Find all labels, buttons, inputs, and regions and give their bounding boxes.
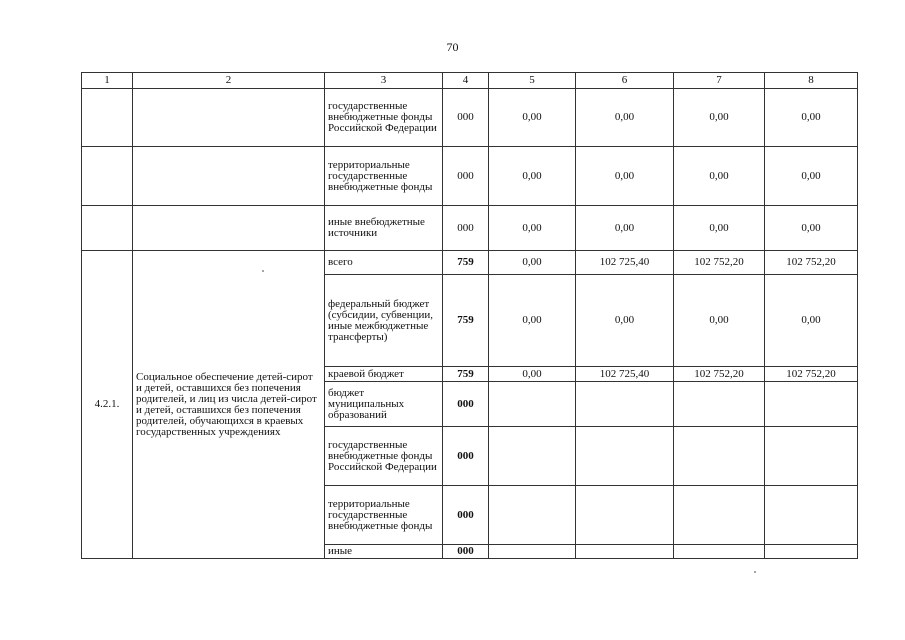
value-cell [674,382,765,427]
code-cell: 759 [443,275,489,367]
col-header-6: 6 [576,73,674,89]
scan-speck [754,571,756,573]
value-cell [489,427,576,486]
value-cell [765,427,858,486]
funding-source-cell: краевой бюджет [325,367,443,382]
value-cell: 102 725,40 [576,251,674,275]
value-cell [674,427,765,486]
budget-table [81,72,858,559]
value-cell: 0,00 [489,206,576,251]
funding-source-cell: территориальные государственные внебюджетные фонды [325,486,443,545]
code-cell: 000 [443,206,489,251]
code-cell: 000 [443,89,489,147]
col-header-2: 2 [133,73,325,89]
page-number: 70 [446,40,459,54]
empty-cell [133,206,325,251]
item-description: Социальное обеспечение детей-сирот и детей, оставшихся без попечения родителей, и лиц из числа детей-сирот и детей, оставшихся без попечения родителей, обучающихся в краевых государственных учреждениях [133,251,325,559]
value-cell: 0,00 [765,89,858,147]
value-cell [576,545,674,559]
value-cell [576,486,674,545]
scan-speck [262,270,264,272]
value-cell: 102 752,20 [765,367,858,382]
value-cell [576,382,674,427]
table-row [82,251,858,275]
code-cell: 000 [443,486,489,545]
value-cell: 102 725,40 [576,367,674,382]
value-cell: 0,00 [765,275,858,367]
empty-cell [133,147,325,206]
code-cell: 000 [443,382,489,427]
funding-source-cell: федеральный бюджет (субсидии, субвенции, иные межбюджетные трансферты) [325,275,443,367]
value-cell: 0,00 [489,275,576,367]
funding-source-cell: бюджет муниципальных образований [325,382,443,427]
value-cell [576,427,674,486]
value-cell: 0,00 [489,89,576,147]
value-cell: 0,00 [674,206,765,251]
value-cell [674,545,765,559]
funding-source-cell: иные внебюджетные источники [325,206,443,251]
value-cell [674,486,765,545]
funding-source-cell: всего [325,251,443,275]
funding-source-cell: иные [325,545,443,559]
funding-source-cell: государственные внебюджетные фонды Российской Федерации [325,89,443,147]
value-cell: 0,00 [674,275,765,367]
col-header-4: 4 [443,73,489,89]
header-row [82,73,858,89]
value-cell: 102 752,20 [674,367,765,382]
value-cell [765,545,858,559]
value-cell [489,486,576,545]
col-header-7: 7 [674,73,765,89]
empty-cell [133,89,325,147]
value-cell: 0,00 [489,367,576,382]
value-cell: 0,00 [674,89,765,147]
table-row [82,147,858,206]
code-cell: 000 [443,427,489,486]
funding-source-cell: государственные внебюджетные фонды Российской Федерации [325,427,443,486]
col-header-8: 8 [765,73,858,89]
table-row [82,89,858,147]
value-cell: 0,00 [576,275,674,367]
value-cell: 0,00 [489,251,576,275]
empty-cell [82,147,133,206]
code-cell: 000 [443,545,489,559]
item-number: 4.2.1. [82,251,133,559]
col-header-5: 5 [489,73,576,89]
value-cell: 102 752,20 [674,251,765,275]
value-cell [489,382,576,427]
empty-cell [82,206,133,251]
value-cell: 102 752,20 [765,251,858,275]
code-cell: 000 [443,147,489,206]
value-cell: 0,00 [576,89,674,147]
table-row [82,206,858,251]
value-cell: 0,00 [576,147,674,206]
code-cell: 759 [443,251,489,275]
empty-cell [82,89,133,147]
funding-source-cell: территориальные государственные внебюджетные фонды [325,147,443,206]
value-cell [765,486,858,545]
value-cell: 0,00 [576,206,674,251]
col-header-3: 3 [325,73,443,89]
value-cell: 0,00 [765,206,858,251]
value-cell [489,545,576,559]
value-cell: 0,00 [674,147,765,206]
code-cell: 759 [443,367,489,382]
value-cell [765,382,858,427]
value-cell: 0,00 [489,147,576,206]
col-header-1: 1 [82,73,133,89]
value-cell: 0,00 [765,147,858,206]
